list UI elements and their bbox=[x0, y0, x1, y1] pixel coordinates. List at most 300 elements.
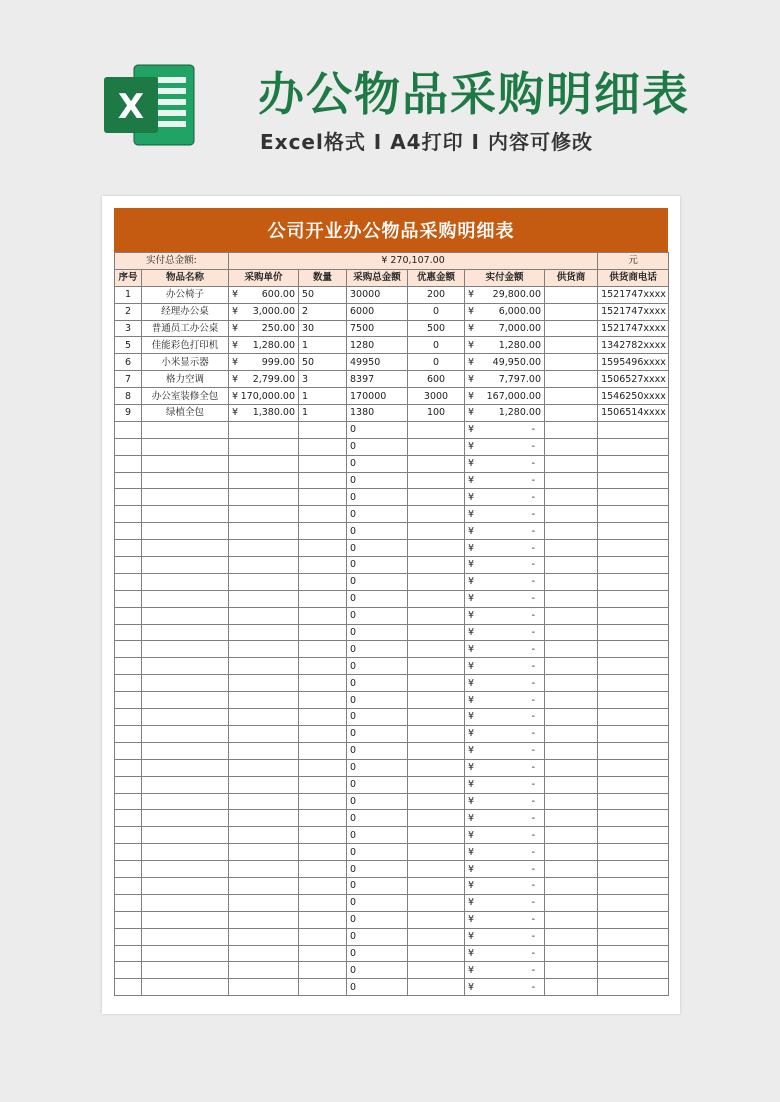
cell-supplier[interactable] bbox=[545, 472, 598, 489]
cell-unit-price[interactable] bbox=[229, 557, 299, 574]
cell-discount[interactable] bbox=[408, 759, 465, 776]
cell-paid[interactable] bbox=[465, 421, 545, 438]
cell-supplier-phone[interactable] bbox=[598, 894, 669, 911]
cell-total[interactable]: 7500 bbox=[347, 320, 408, 337]
cell-discount[interactable] bbox=[408, 438, 465, 455]
cell-no[interactable]: 8 bbox=[115, 388, 142, 405]
cell-no[interactable] bbox=[115, 421, 142, 438]
cell-quantity[interactable] bbox=[299, 455, 347, 472]
cell-supplier-phone[interactable]: 1342782xxxx bbox=[598, 337, 669, 354]
cell-paid[interactable] bbox=[465, 894, 545, 911]
cell-supplier-phone[interactable] bbox=[598, 776, 669, 793]
cell-supplier[interactable] bbox=[545, 506, 598, 523]
cell-item-name[interactable] bbox=[142, 557, 229, 574]
cell-supplier-phone[interactable] bbox=[598, 793, 669, 810]
cell-unit-price[interactable] bbox=[229, 455, 299, 472]
cell-supplier-phone[interactable]: 1506527xxxx bbox=[598, 371, 669, 388]
cell-supplier[interactable] bbox=[545, 945, 598, 962]
cell-quantity[interactable] bbox=[299, 877, 347, 894]
cell-no[interactable] bbox=[115, 540, 142, 557]
cell-quantity[interactable] bbox=[299, 421, 347, 438]
cell-supplier[interactable] bbox=[545, 877, 598, 894]
cell-unit-price[interactable] bbox=[229, 438, 299, 455]
cell-no[interactable] bbox=[115, 709, 142, 726]
cell-total[interactable]: 0 bbox=[347, 641, 408, 658]
cell-supplier[interactable] bbox=[545, 286, 598, 303]
cell-unit-price[interactable] bbox=[229, 827, 299, 844]
cell-supplier[interactable] bbox=[545, 624, 598, 641]
cell-item-name[interactable]: 普通员工办公桌 bbox=[142, 320, 229, 337]
cell-quantity[interactable] bbox=[299, 641, 347, 658]
cell-unit-price[interactable] bbox=[229, 286, 299, 303]
cell-unit-price[interactable] bbox=[229, 489, 299, 506]
cell-supplier-phone[interactable] bbox=[598, 861, 669, 878]
cell-unit-price[interactable] bbox=[229, 945, 299, 962]
cell-unit-price[interactable] bbox=[229, 709, 299, 726]
cell-supplier[interactable] bbox=[545, 573, 598, 590]
cell-supplier[interactable] bbox=[545, 776, 598, 793]
cell-supplier[interactable] bbox=[545, 675, 598, 692]
cell-item-name[interactable] bbox=[142, 928, 229, 945]
cell-supplier-phone[interactable] bbox=[598, 641, 669, 658]
cell-paid[interactable] bbox=[465, 810, 545, 827]
cell-item-name[interactable] bbox=[142, 438, 229, 455]
cell-total[interactable]: 0 bbox=[347, 861, 408, 878]
cell-total[interactable]: 1280 bbox=[347, 337, 408, 354]
cell-total[interactable]: 30000 bbox=[347, 286, 408, 303]
cell-supplier-phone[interactable] bbox=[598, 945, 669, 962]
cell-item-name[interactable] bbox=[142, 573, 229, 590]
cell-item-name[interactable] bbox=[142, 962, 229, 979]
cell-total[interactable]: 49950 bbox=[347, 354, 408, 371]
cell-paid[interactable] bbox=[465, 793, 545, 810]
cell-supplier-phone[interactable] bbox=[598, 675, 669, 692]
cell-no[interactable] bbox=[115, 506, 142, 523]
cell-item-name[interactable]: 办公椅子 bbox=[142, 286, 229, 303]
cell-discount[interactable]: 3000 bbox=[408, 388, 465, 405]
cell-quantity[interactable] bbox=[299, 692, 347, 709]
cell-paid[interactable] bbox=[465, 945, 545, 962]
cell-supplier-phone[interactable] bbox=[598, 725, 669, 742]
cell-total[interactable]: 0 bbox=[347, 489, 408, 506]
cell-item-name[interactable] bbox=[142, 810, 229, 827]
cell-quantity[interactable] bbox=[299, 573, 347, 590]
cell-item-name[interactable] bbox=[142, 844, 229, 861]
cell-unit-price[interactable] bbox=[229, 928, 299, 945]
cell-unit-price[interactable] bbox=[229, 607, 299, 624]
cell-supplier-phone[interactable] bbox=[598, 455, 669, 472]
cell-item-name[interactable] bbox=[142, 861, 229, 878]
cell-paid[interactable] bbox=[465, 540, 545, 557]
cell-quantity[interactable] bbox=[299, 557, 347, 574]
cell-supplier[interactable] bbox=[545, 911, 598, 928]
cell-unit-price[interactable] bbox=[229, 658, 299, 675]
cell-paid[interactable] bbox=[465, 877, 545, 894]
cell-supplier[interactable] bbox=[545, 641, 598, 658]
cell-no[interactable] bbox=[115, 557, 142, 574]
cell-paid[interactable] bbox=[465, 641, 545, 658]
cell-unit-price[interactable] bbox=[229, 523, 299, 540]
cell-no[interactable]: 6 bbox=[115, 354, 142, 371]
cell-discount[interactable] bbox=[408, 557, 465, 574]
cell-supplier[interactable] bbox=[545, 742, 598, 759]
cell-supplier[interactable] bbox=[545, 709, 598, 726]
cell-quantity[interactable] bbox=[299, 675, 347, 692]
cell-supplier-phone[interactable] bbox=[598, 540, 669, 557]
cell-supplier[interactable] bbox=[545, 371, 598, 388]
cell-item-name[interactable]: 小米显示器 bbox=[142, 354, 229, 371]
cell-discount[interactable]: 600 bbox=[408, 371, 465, 388]
cell-item-name[interactable] bbox=[142, 658, 229, 675]
cell-no[interactable] bbox=[115, 945, 142, 962]
cell-no[interactable]: 9 bbox=[115, 405, 142, 422]
cell-discount[interactable] bbox=[408, 877, 465, 894]
cell-discount[interactable] bbox=[408, 742, 465, 759]
cell-item-name[interactable] bbox=[142, 894, 229, 911]
cell-discount[interactable] bbox=[408, 709, 465, 726]
cell-supplier-phone[interactable] bbox=[598, 844, 669, 861]
cell-supplier[interactable] bbox=[545, 725, 598, 742]
cell-quantity[interactable] bbox=[299, 793, 347, 810]
cell-total[interactable]: 0 bbox=[347, 472, 408, 489]
cell-supplier-phone[interactable] bbox=[598, 472, 669, 489]
cell-unit-price[interactable] bbox=[229, 759, 299, 776]
cell-unit-price[interactable] bbox=[229, 506, 299, 523]
cell-unit-price[interactable] bbox=[229, 725, 299, 742]
cell-discount[interactable] bbox=[408, 675, 465, 692]
cell-total[interactable]: 6000 bbox=[347, 303, 408, 320]
cell-unit-price[interactable] bbox=[229, 624, 299, 641]
cell-no[interactable] bbox=[115, 675, 142, 692]
cell-unit-price[interactable] bbox=[229, 894, 299, 911]
cell-item-name[interactable] bbox=[142, 709, 229, 726]
total-value-cell[interactable]: ¥ 270,107.00 bbox=[229, 253, 598, 270]
cell-paid[interactable] bbox=[465, 523, 545, 540]
cell-paid[interactable] bbox=[465, 320, 545, 337]
cell-discount[interactable] bbox=[408, 979, 465, 996]
cell-item-name[interactable] bbox=[142, 911, 229, 928]
cell-paid[interactable] bbox=[465, 557, 545, 574]
cell-quantity[interactable] bbox=[299, 506, 347, 523]
cell-no[interactable]: 2 bbox=[115, 303, 142, 320]
cell-discount[interactable] bbox=[408, 861, 465, 878]
cell-paid[interactable] bbox=[465, 590, 545, 607]
cell-no[interactable] bbox=[115, 607, 142, 624]
cell-item-name[interactable] bbox=[142, 692, 229, 709]
cell-item-name[interactable]: 绿植全包 bbox=[142, 405, 229, 422]
cell-no[interactable] bbox=[115, 894, 142, 911]
cell-supplier-phone[interactable] bbox=[598, 506, 669, 523]
cell-item-name[interactable] bbox=[142, 742, 229, 759]
cell-no[interactable] bbox=[115, 489, 142, 506]
cell-quantity[interactable] bbox=[299, 928, 347, 945]
cell-supplier[interactable] bbox=[545, 793, 598, 810]
cell-unit-price[interactable] bbox=[229, 793, 299, 810]
cell-paid[interactable] bbox=[465, 455, 545, 472]
cell-total[interactable]: 0 bbox=[347, 962, 408, 979]
cell-total[interactable]: 0 bbox=[347, 759, 408, 776]
cell-total[interactable]: 0 bbox=[347, 945, 408, 962]
cell-total[interactable]: 0 bbox=[347, 455, 408, 472]
cell-no[interactable] bbox=[115, 573, 142, 590]
cell-supplier[interactable] bbox=[545, 658, 598, 675]
cell-supplier-phone[interactable] bbox=[598, 759, 669, 776]
cell-total[interactable]: 0 bbox=[347, 793, 408, 810]
cell-paid[interactable] bbox=[465, 438, 545, 455]
cell-unit-price[interactable] bbox=[229, 641, 299, 658]
cell-total[interactable]: 0 bbox=[347, 810, 408, 827]
cell-unit-price[interactable] bbox=[229, 675, 299, 692]
cell-paid[interactable] bbox=[465, 928, 545, 945]
cell-supplier-phone[interactable] bbox=[598, 658, 669, 675]
cell-no[interactable] bbox=[115, 590, 142, 607]
cell-paid[interactable] bbox=[465, 979, 545, 996]
cell-total[interactable]: 0 bbox=[347, 827, 408, 844]
cell-quantity[interactable] bbox=[299, 979, 347, 996]
cell-no[interactable] bbox=[115, 725, 142, 742]
cell-quantity[interactable]: 50 bbox=[299, 354, 347, 371]
cell-no[interactable] bbox=[115, 810, 142, 827]
cell-total[interactable]: 0 bbox=[347, 692, 408, 709]
cell-supplier[interactable] bbox=[545, 523, 598, 540]
cell-item-name[interactable] bbox=[142, 506, 229, 523]
cell-no[interactable] bbox=[115, 624, 142, 641]
cell-total[interactable]: 0 bbox=[347, 506, 408, 523]
cell-no[interactable] bbox=[115, 861, 142, 878]
cell-discount[interactable] bbox=[408, 844, 465, 861]
cell-discount[interactable] bbox=[408, 658, 465, 675]
cell-unit-price[interactable] bbox=[229, 810, 299, 827]
cell-no[interactable]: 1 bbox=[115, 286, 142, 303]
cell-discount[interactable]: 0 bbox=[408, 303, 465, 320]
cell-paid[interactable] bbox=[465, 844, 545, 861]
cell-unit-price[interactable] bbox=[229, 472, 299, 489]
cell-paid[interactable] bbox=[465, 286, 545, 303]
cell-supplier[interactable] bbox=[545, 844, 598, 861]
cell-no[interactable] bbox=[115, 793, 142, 810]
cell-quantity[interactable] bbox=[299, 742, 347, 759]
cell-item-name[interactable] bbox=[142, 945, 229, 962]
cell-supplier-phone[interactable] bbox=[598, 979, 669, 996]
cell-total[interactable]: 0 bbox=[347, 709, 408, 726]
cell-supplier-phone[interactable] bbox=[598, 607, 669, 624]
cell-supplier[interactable] bbox=[545, 455, 598, 472]
cell-total[interactable]: 0 bbox=[347, 438, 408, 455]
cell-supplier-phone[interactable]: 1595496xxxx bbox=[598, 354, 669, 371]
cell-quantity[interactable]: 30 bbox=[299, 320, 347, 337]
cell-paid[interactable] bbox=[465, 709, 545, 726]
cell-paid[interactable] bbox=[465, 624, 545, 641]
cell-no[interactable] bbox=[115, 523, 142, 540]
cell-paid[interactable] bbox=[465, 607, 545, 624]
cell-supplier[interactable] bbox=[545, 337, 598, 354]
cell-discount[interactable] bbox=[408, 962, 465, 979]
cell-supplier-phone[interactable] bbox=[598, 709, 669, 726]
cell-total[interactable]: 0 bbox=[347, 557, 408, 574]
cell-no[interactable] bbox=[115, 911, 142, 928]
cell-supplier[interactable] bbox=[545, 827, 598, 844]
cell-quantity[interactable] bbox=[299, 810, 347, 827]
cell-total[interactable]: 0 bbox=[347, 540, 408, 557]
cell-paid[interactable] bbox=[465, 303, 545, 320]
cell-quantity[interactable] bbox=[299, 658, 347, 675]
cell-item-name[interactable] bbox=[142, 472, 229, 489]
cell-supplier[interactable] bbox=[545, 320, 598, 337]
cell-discount[interactable] bbox=[408, 810, 465, 827]
cell-unit-price[interactable] bbox=[229, 962, 299, 979]
cell-unit-price[interactable] bbox=[229, 844, 299, 861]
cell-unit-price[interactable] bbox=[229, 540, 299, 557]
cell-quantity[interactable] bbox=[299, 590, 347, 607]
cell-unit-price[interactable] bbox=[229, 911, 299, 928]
cell-discount[interactable] bbox=[408, 506, 465, 523]
cell-item-name[interactable] bbox=[142, 776, 229, 793]
cell-supplier[interactable] bbox=[545, 303, 598, 320]
cell-discount[interactable] bbox=[408, 523, 465, 540]
cell-total[interactable]: 0 bbox=[347, 658, 408, 675]
cell-item-name[interactable] bbox=[142, 979, 229, 996]
cell-unit-price[interactable] bbox=[229, 877, 299, 894]
cell-discount[interactable] bbox=[408, 793, 465, 810]
cell-item-name[interactable] bbox=[142, 877, 229, 894]
cell-quantity[interactable]: 1 bbox=[299, 388, 347, 405]
cell-quantity[interactable] bbox=[299, 624, 347, 641]
cell-supplier[interactable] bbox=[545, 388, 598, 405]
cell-discount[interactable] bbox=[408, 776, 465, 793]
cell-quantity[interactable] bbox=[299, 709, 347, 726]
cell-supplier[interactable] bbox=[545, 489, 598, 506]
cell-no[interactable]: 3 bbox=[115, 320, 142, 337]
cell-supplier-phone[interactable] bbox=[598, 692, 669, 709]
cell-no[interactable]: 7 bbox=[115, 371, 142, 388]
cell-paid[interactable] bbox=[465, 911, 545, 928]
cell-paid[interactable] bbox=[465, 354, 545, 371]
cell-quantity[interactable] bbox=[299, 827, 347, 844]
cell-quantity[interactable] bbox=[299, 523, 347, 540]
cell-supplier[interactable] bbox=[545, 607, 598, 624]
cell-discount[interactable]: 500 bbox=[408, 320, 465, 337]
cell-total[interactable]: 0 bbox=[347, 590, 408, 607]
cell-discount[interactable]: 100 bbox=[408, 405, 465, 422]
cell-supplier[interactable] bbox=[545, 861, 598, 878]
cell-quantity[interactable]: 1 bbox=[299, 405, 347, 422]
cell-item-name[interactable] bbox=[142, 455, 229, 472]
cell-discount[interactable]: 200 bbox=[408, 286, 465, 303]
cell-supplier-phone[interactable] bbox=[598, 438, 669, 455]
cell-discount[interactable] bbox=[408, 607, 465, 624]
cell-discount[interactable] bbox=[408, 573, 465, 590]
cell-quantity[interactable] bbox=[299, 472, 347, 489]
cell-supplier[interactable] bbox=[545, 354, 598, 371]
cell-unit-price[interactable] bbox=[229, 573, 299, 590]
cell-discount[interactable] bbox=[408, 827, 465, 844]
cell-quantity[interactable] bbox=[299, 759, 347, 776]
cell-quantity[interactable]: 1 bbox=[299, 337, 347, 354]
cell-no[interactable] bbox=[115, 658, 142, 675]
cell-quantity[interactable] bbox=[299, 861, 347, 878]
cell-total[interactable]: 0 bbox=[347, 725, 408, 742]
cell-no[interactable] bbox=[115, 827, 142, 844]
cell-total[interactable]: 0 bbox=[347, 894, 408, 911]
cell-total[interactable]: 0 bbox=[347, 742, 408, 759]
cell-supplier-phone[interactable] bbox=[598, 877, 669, 894]
cell-supplier[interactable] bbox=[545, 759, 598, 776]
cell-total[interactable]: 0 bbox=[347, 675, 408, 692]
cell-no[interactable] bbox=[115, 877, 142, 894]
cell-paid[interactable] bbox=[465, 371, 545, 388]
cell-total[interactable]: 8397 bbox=[347, 371, 408, 388]
cell-supplier[interactable] bbox=[545, 405, 598, 422]
cell-paid[interactable] bbox=[465, 489, 545, 506]
cell-supplier[interactable] bbox=[545, 962, 598, 979]
cell-unit-price[interactable] bbox=[229, 421, 299, 438]
cell-unit-price[interactable] bbox=[229, 590, 299, 607]
cell-item-name[interactable]: 格力空调 bbox=[142, 371, 229, 388]
cell-paid[interactable] bbox=[465, 506, 545, 523]
cell-discount[interactable] bbox=[408, 725, 465, 742]
cell-unit-price[interactable] bbox=[229, 303, 299, 320]
cell-paid[interactable] bbox=[465, 675, 545, 692]
cell-paid[interactable] bbox=[465, 573, 545, 590]
cell-quantity[interactable]: 2 bbox=[299, 303, 347, 320]
cell-unit-price[interactable] bbox=[229, 405, 299, 422]
cell-total[interactable]: 0 bbox=[347, 607, 408, 624]
cell-total[interactable]: 0 bbox=[347, 776, 408, 793]
cell-discount[interactable] bbox=[408, 945, 465, 962]
cell-quantity[interactable] bbox=[299, 962, 347, 979]
cell-total[interactable]: 0 bbox=[347, 624, 408, 641]
cell-supplier-phone[interactable]: 1521747xxxx bbox=[598, 320, 669, 337]
cell-item-name[interactable] bbox=[142, 675, 229, 692]
cell-unit-price[interactable] bbox=[229, 337, 299, 354]
cell-total[interactable]: 0 bbox=[347, 421, 408, 438]
cell-discount[interactable]: 0 bbox=[408, 354, 465, 371]
cell-no[interactable] bbox=[115, 979, 142, 996]
cell-supplier[interactable] bbox=[545, 979, 598, 996]
cell-paid[interactable] bbox=[465, 388, 545, 405]
cell-item-name[interactable] bbox=[142, 759, 229, 776]
cell-item-name[interactable] bbox=[142, 641, 229, 658]
cell-supplier-phone[interactable]: 1521747xxxx bbox=[598, 303, 669, 320]
cell-no[interactable] bbox=[115, 928, 142, 945]
cell-quantity[interactable] bbox=[299, 844, 347, 861]
cell-paid[interactable] bbox=[465, 405, 545, 422]
cell-supplier-phone[interactable] bbox=[598, 590, 669, 607]
cell-discount[interactable] bbox=[408, 928, 465, 945]
cell-item-name[interactable] bbox=[142, 725, 229, 742]
cell-supplier-phone[interactable] bbox=[598, 573, 669, 590]
cell-no[interactable]: 5 bbox=[115, 337, 142, 354]
cell-no[interactable] bbox=[115, 472, 142, 489]
cell-item-name[interactable] bbox=[142, 523, 229, 540]
cell-supplier-phone[interactable] bbox=[598, 827, 669, 844]
cell-discount[interactable] bbox=[408, 421, 465, 438]
cell-discount[interactable] bbox=[408, 590, 465, 607]
cell-supplier-phone[interactable]: 1506514xxxx bbox=[598, 405, 669, 422]
cell-paid[interactable] bbox=[465, 742, 545, 759]
cell-item-name[interactable] bbox=[142, 540, 229, 557]
cell-supplier-phone[interactable] bbox=[598, 489, 669, 506]
cell-item-name[interactable] bbox=[142, 489, 229, 506]
cell-total[interactable]: 0 bbox=[347, 979, 408, 996]
cell-supplier-phone[interactable]: 1546250xxxx bbox=[598, 388, 669, 405]
cell-supplier[interactable] bbox=[545, 894, 598, 911]
cell-total[interactable]: 0 bbox=[347, 928, 408, 945]
cell-unit-price[interactable] bbox=[229, 692, 299, 709]
cell-paid[interactable] bbox=[465, 827, 545, 844]
cell-no[interactable] bbox=[115, 641, 142, 658]
cell-no[interactable] bbox=[115, 742, 142, 759]
